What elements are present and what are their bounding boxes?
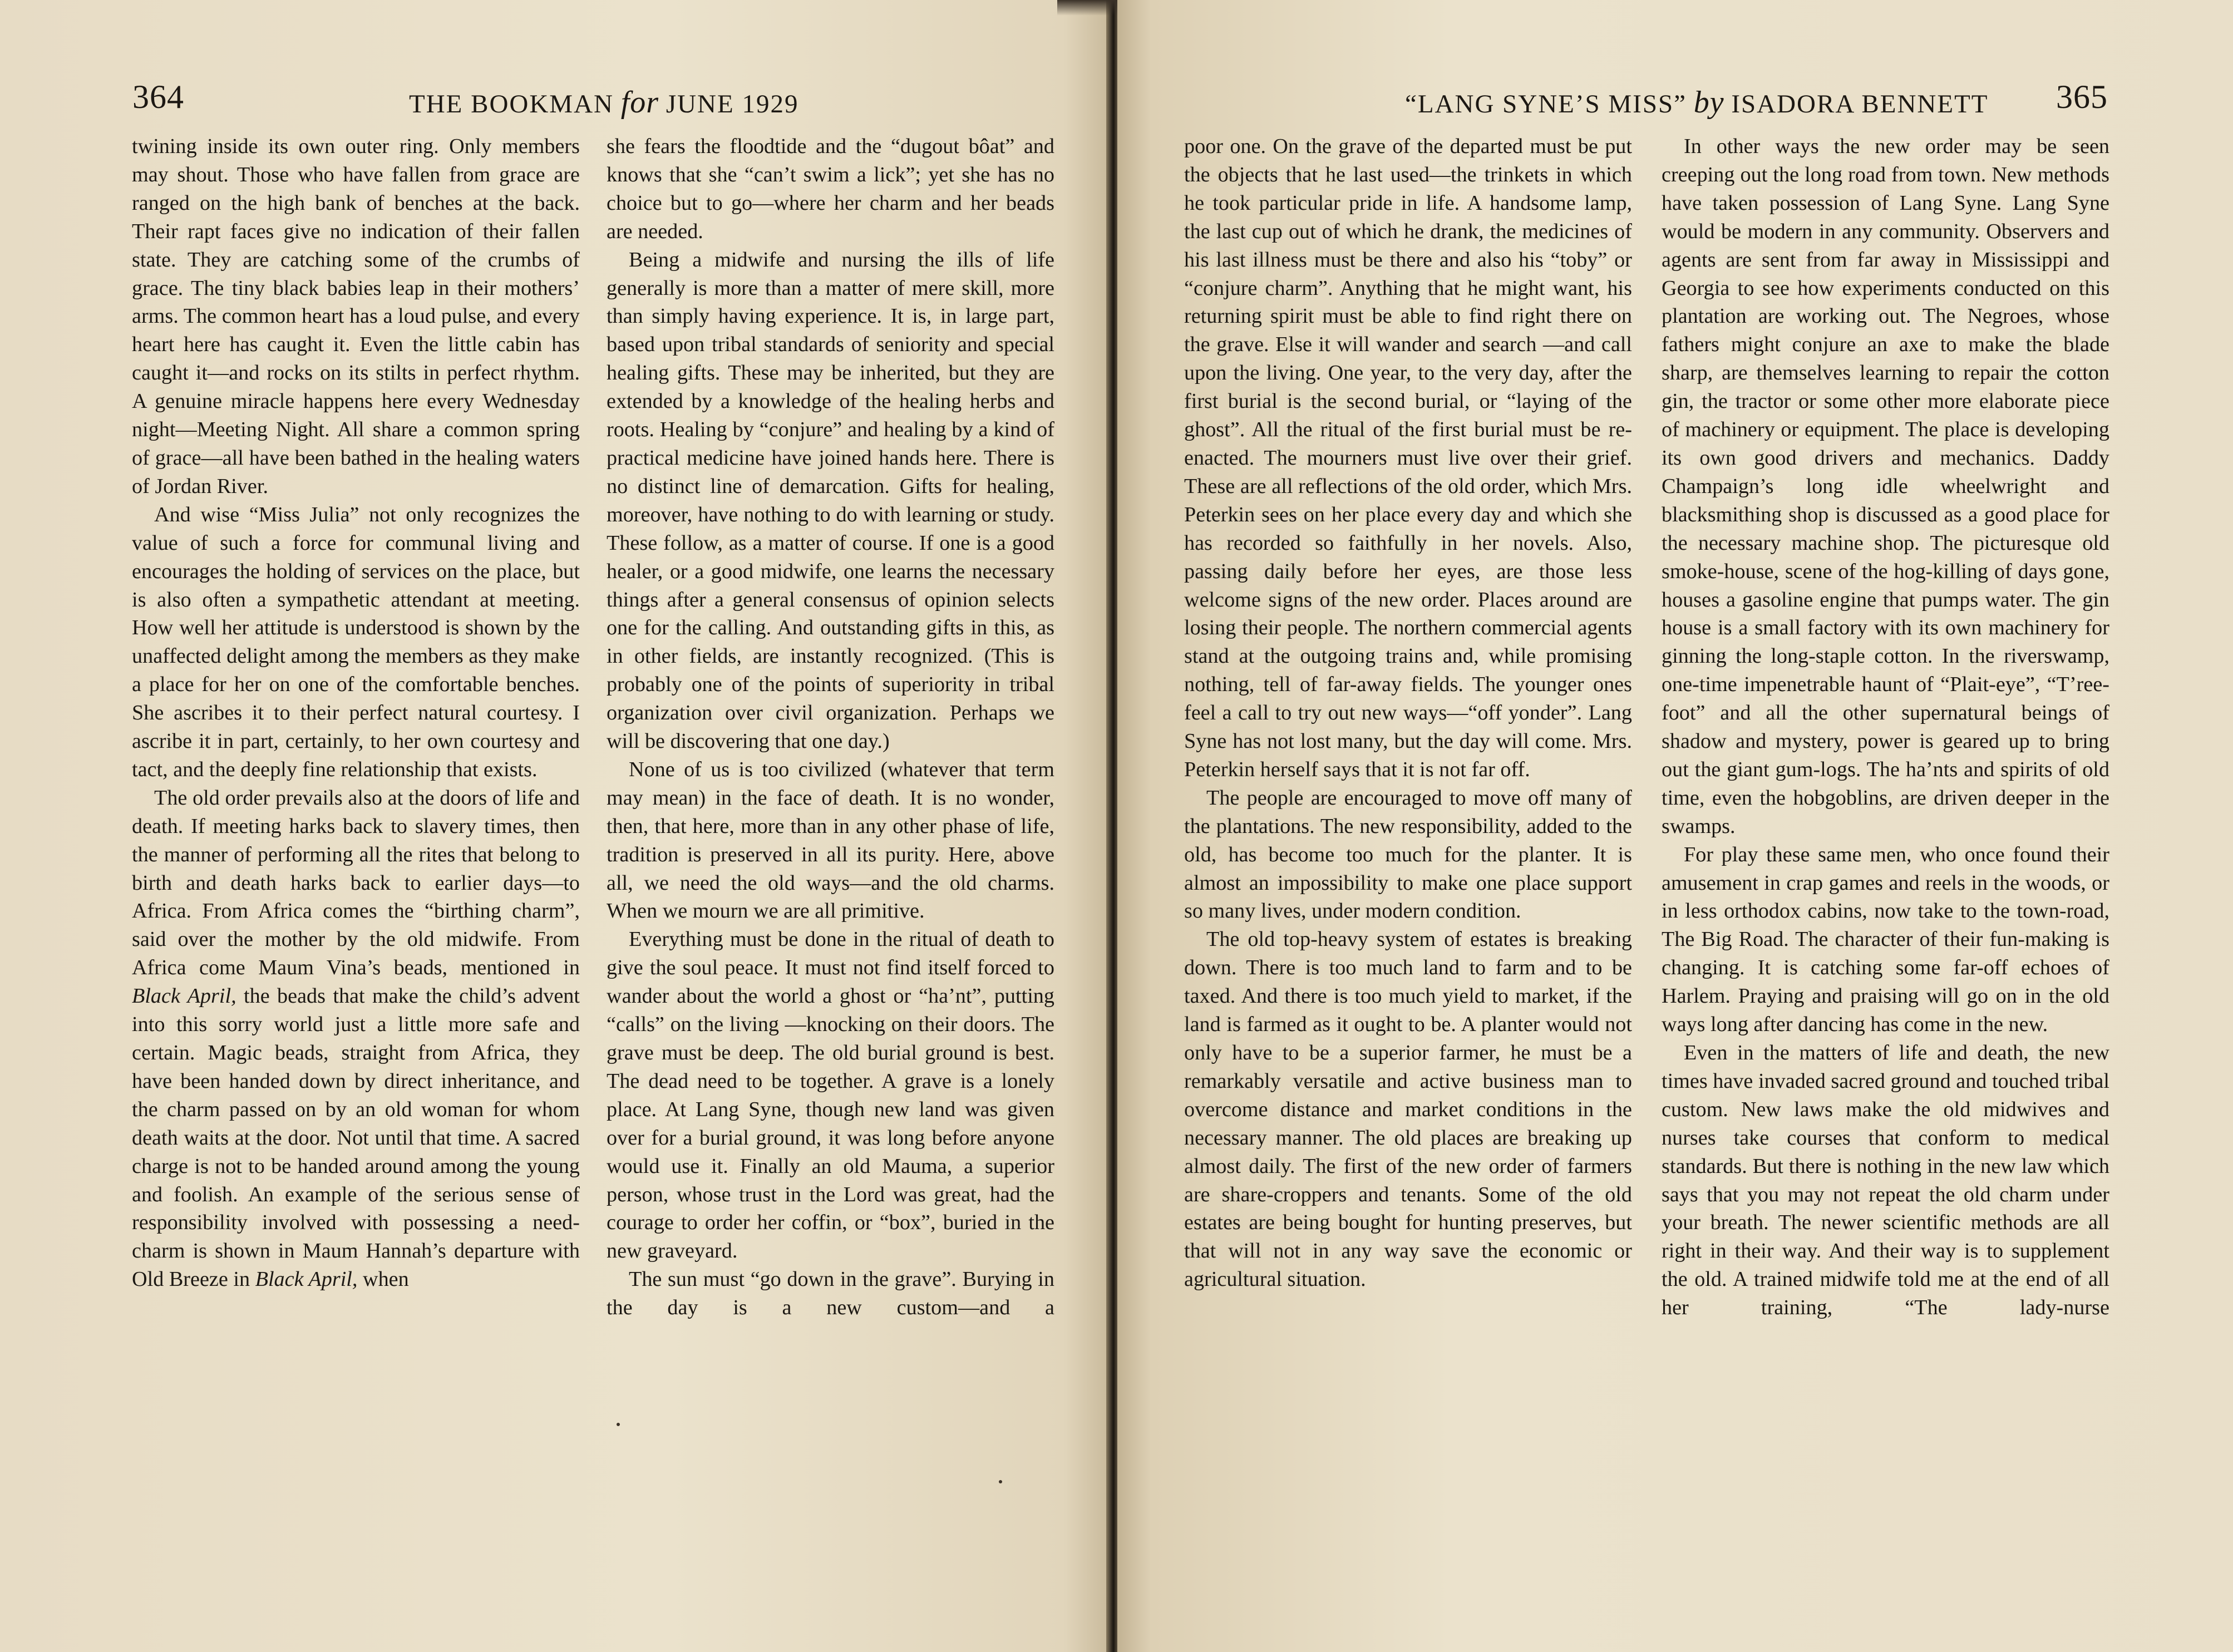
left-running-head [0, 78, 1108, 122]
paragraph: In other ways the new order may be seen creeping out the long road from town. New methods have taken possession of Lang Syne. Lang Syne would be modern in any community. Observers and agents are sent from far away in Mississippi and Georgia to see how experiments conducted on this plantation are working out. The Negroes, whose fathers might conjure an axe to make the blade sharp, are themselves learning to repair the cotton gin, the tractor or some other more elaborate piece of machinery or equipment. The place is developing its own good drivers and mechanics. Daddy Champaign’s long idle wheelwright and blacksmithing shop is discussed as a good place for the necessary machine shop. The picturesque old smoke-house, scene of the hog-killing of days gone, houses a gasoline engine that pumps water. The gin house is a small factory with its own machinery for ginning the long-staple cotton. In the riverswamp, one-time impenetrable haunt of “Plait-eye”, “T’ree-foot” and all the other supernatural beings of shadow and mystery, power is geared up to bring out the giant gum-logs. The ha’nts and spirits of old time, even the hobgoblins, are driven deeper in the swamps. [1662, 135, 2109, 838]
ink-speck [617, 1423, 620, 1426]
left-page-number: 364 [132, 78, 184, 115]
right-running-title [1405, 85, 1989, 120]
paragraph: Even in the matters of life and death, the new times have invaded sacred ground and touched tribal custom. New laws make the old midwives and nurses take courses that conform to medical standards. But there is nothing in the new law which says that you may not repeat the old charm under your breath. The newer scientific methods are all right in their way. And their way is to supplement the old. A trained midwife told me at the end of all her training, “The lady-nurse [1662, 1041, 2109, 1320]
paragraph: poor one. On the grave of the departed must be put the objects that he last used—the trinkets in which he took particular pride in life. A handsome lamp, the last cup out of which he drank, the medicines of his last illness must be there and also his “toby” or “conjure charm”. Anything that he might want, his returning spirit must be able to find right there on the grave. Else it will wander and search —and call upon the living. One year, to the very day, after the first burial is the second burial, or “laying of the ghost”. All the ritual of the first burial must be re-enacted. The mourners must live over their grief. These are all reflections of the old order, which Mrs. Peterkin sees on her place every day and which she has recorded so faithfully in her novels. Also, passing daily before her eyes, are those less welcome signs of the new order. Places around are losing their people. The northern commercial agents stand at the outgoing trains and, while promising nothing, tell of far-away fields. The younger ones feel a call to try out new ways—“off yonder”. Lang Syne has not lost many, but the day will come. Mrs. Peterkin herself says that it is not far off. [1184, 135, 1632, 781]
left-running-title [409, 85, 798, 120]
right-column-2 [1662, 132, 2109, 1322]
author-name: ISADORA BENNETT [1731, 90, 1989, 119]
issue-date: JUNE 1929 [666, 90, 799, 119]
book-title-italic: Black April, [132, 984, 236, 1008]
right-page-number: 365 [2056, 78, 2108, 115]
magazine-name: THE BOOKMAN [409, 90, 614, 119]
right-running-head [1117, 78, 2233, 122]
paragraph: The people are encouraged to move off many of the plantations. The new responsibility, added to the old, has become too much for the planter. It is almost an impossibility to make one place support so many lives, under modern condition. [1184, 786, 1632, 923]
for-word: for [620, 85, 659, 120]
left-column-1 [132, 132, 580, 1294]
paragraph: Everything must be done in the ritual of death to give the soul peace. It must not find itself forced to wander about the world a ghost or “ha’nt”, putting “calls” on the living —knocking on their doors. The grave must be deep. The old burial ground is best. The dead need to be together. A grave is a lonely place. At Lang Syne, though new land was given over for a burial ground, it was long before anyone would use it. Finally an old Mauma, a superior person, whose trust in the Lord was great, had the courage to order her coffin, or “box”, buried in the new graveyard. [607, 928, 1054, 1263]
by-word: by [1693, 85, 1724, 120]
book-title-italic: Black April, [255, 1268, 358, 1291]
paragraph: Being a midwife and nursing the ills of life generally is more than a matter of mere skill, more than simply having experience. It is, in large part, based upon tribal standards of seniority and special healing gifts. These may be inherited, but they are extended by a knowledge of the healing herbs and roots. Healing by “conjure” and healing by a kind of practical medicine have joined hands here. There is no distinct line of demarcation. Gifts for healing, moreover, have nothing to do with learning or study. These follow, as a matter of course. If one is a good healer, or a good midwife, one learns the necessary things after a general consensus of opinion selects one for the calling. And outstanding gifts in this, as in other fields, are instantly recognized. (This is probably one of the points of superiority in tribal organization over civil organization. Perhaps we will be discovering that one day.) [607, 248, 1054, 753]
paragraph: And wise “Miss Julia” not only recognizes the value of such a force for communal living and encourages the holding of services on the place, but is also often a sympathetic attendant at meeting. How well her attitude is understood is shown by the unaffected delight among the members as they make a place for her on one of the comfortable benches. She ascribes it to their perfect natural courtesy. I ascribe it in part, certainly, to her own courtesy and tact, and the deeply fine relationship that exists. [132, 502, 580, 781]
paragraph: she fears the floodtide and the “dugout bôat” and knows that she “can’t swim a lick”; yet she has no choice but to go—where her charm and her beads are needed. [607, 135, 1054, 243]
left-column-2 [607, 132, 1054, 1322]
right-page [1117, 0, 2233, 1652]
paragraph: None of us is too civilized (whatever that term may mean) in the face of death. It is no wonder, then, that here, more than in any other phase of life, tradition is preserved in all its purity. Here, above all, we need the old ways—and the old charms. When we mourn we are all primitive. [607, 757, 1054, 923]
paragraph: For play these same men, who once found their amusement in crap games and reels in the woods, or in less orthodox cabins, now take to the town-road, The Big Road. The character of their fun-making is changing. It is catching some far-off echoes of Harlem. Praying and praising will go on in the old ways long after dancing has come in the new. [1662, 842, 2109, 1037]
left-page [0, 0, 1108, 1652]
ink-speck [999, 1480, 1002, 1483]
article-title: “LANG SYNE’S MISS” [1405, 90, 1687, 119]
paragraph: twining inside its own outer ring. Only members may shout. Those who have fallen from grace are ranged on the high bank of benches at the back. Their rapt faces give no indication of their fallen state. They are catching some of the crumbs of grace. The tiny black babies leap in their mothers’ arms. The common heart has a loud pulse, and every heart here has caught it. Even the little cabin has caught it—and rocks on its stilts in perfect rhythm. A genuine miracle happens here every Wednesday night—Meeting Night. All share a common spring of grace—all have been bathed in the healing waters of Jordan River. [132, 135, 580, 498]
paragraph: The old order prevails also at the doors of life and death. If meeting harks back to slavery times, then the manner of performing all the rites that belong to birth and death harks back to earlier days—to Africa. From Africa comes the “birthing charm”, said over the mother by the old midwife. From Africa come Maum Vina’s beads, mentioned in Black April, the beads that make the child’s advent into this sorry world just a little more safe and certain. Magic beads, straight from Africa, they have been handed down by direct inheritance, and the charm passed on by an old woman for whom death waits at the door. Not until that time. A sacred charge is not to be handed around among the young and foolish. An example of the serious sense of responsibility involved with possessing a need-charm is shown in Maum Hannah’s departure with Old Breeze in Black April, when [132, 786, 580, 1291]
paragraph: The sun must “go down in the grave”. Burying in the day is a new custom—and a [607, 1268, 1054, 1320]
paragraph: The old top-heavy system of estates is breaking down. There is too much land to farm and to be taxed. And there is too much yield to market, if the land is farmed as it ought to be. A planter would not only have to be a superior farmer, he must be a remarkably versatile and active business man to overcome distance and market conditions in the necessary manner. The old places are breaking up almost daily. The first of the new order of farmers are share-croppers and tenants. Some of the old estates are being bought for hunting preserves, but that will not in any way save the economic or agricultural situation. [1184, 928, 1632, 1291]
right-column-1 [1184, 132, 1632, 1294]
